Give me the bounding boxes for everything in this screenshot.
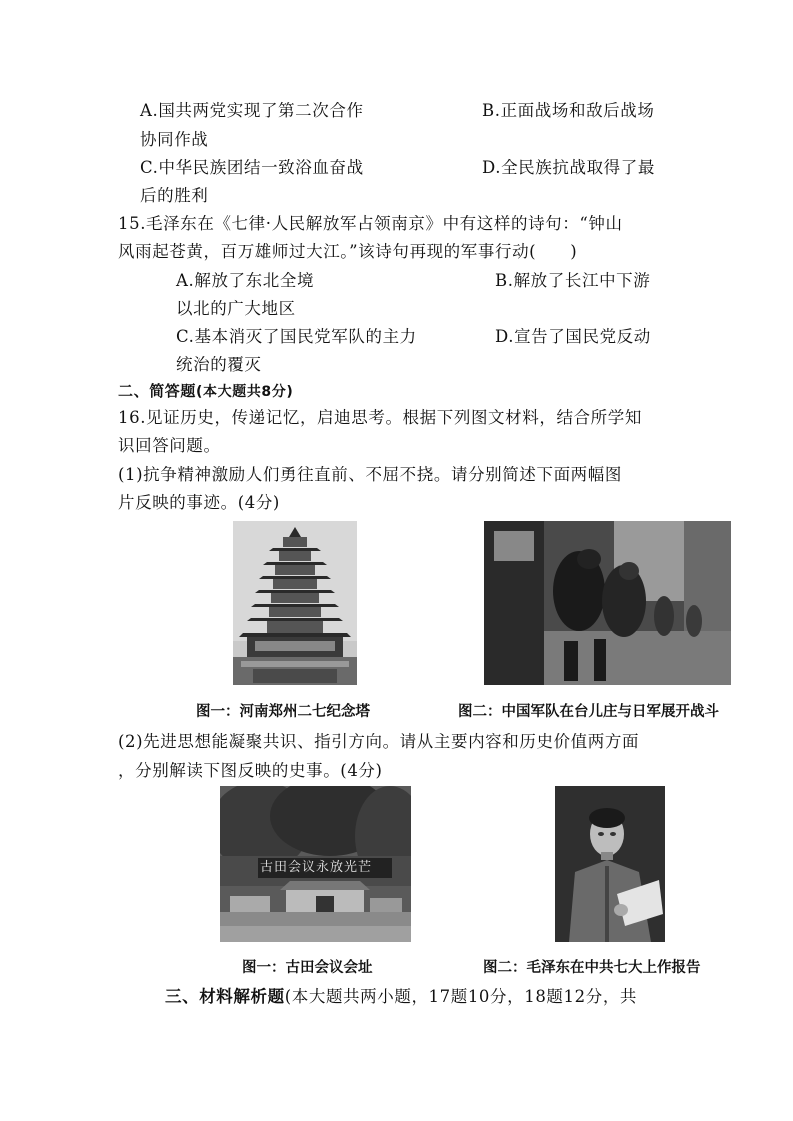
- photo-mao-seventh-congress: [555, 786, 665, 942]
- q15-option-b-continued: 以北的广大地区: [176, 299, 296, 318]
- q15-stem-line1: 15.毛泽东在《七律·人民解放军占领南京》中有这样的诗句：“钟山: [118, 214, 623, 233]
- figure3-caption: 图一：古田会议会址: [242, 960, 373, 976]
- section3-heading: 三、材料解析题(本大题共两小题，17题10分，18题12分，共: [165, 987, 638, 1006]
- q16-part1-line2: 片反映的事迹。(4分): [118, 493, 280, 512]
- q16-stem-line2: 识回答问题。: [118, 436, 221, 455]
- q15-option-d-continued: 统治的覆灭: [176, 355, 262, 374]
- q14-option-b: B.正面战场和敌后战场: [482, 101, 655, 120]
- q16-part1-line1: (1)抗争精神激励人们勇往直前、不屈不挠。请分别简述下面两幅图: [118, 465, 622, 484]
- q14-option-b-continued: 协同作战: [140, 130, 209, 149]
- photo-gutian-meeting-site: [220, 786, 411, 942]
- q16-stem-line1: 16.见证历史，传递记忆，启迪思考。根据下列图文材料，结合所学知: [118, 408, 642, 427]
- photo-erqi-memorial-tower: [233, 521, 357, 685]
- gutian-sign-text: 古田会议永放光芒: [260, 860, 373, 875]
- figure4-caption: 图二：毛泽东在中共七大上作报告: [483, 960, 701, 976]
- q16-part2-line1: (2)先进思想能凝聚共识、指引方向。请从主要内容和历史价值两方面: [118, 732, 640, 751]
- section2-heading: 二、简答题(本大题共8分): [118, 382, 294, 400]
- q14-option-d: D.全民族抗战取得了最: [482, 158, 655, 177]
- q15-option-d: D.宣告了国民党反动: [495, 327, 651, 346]
- q14-option-a: A.国共两党实现了第二次合作: [140, 101, 364, 120]
- figure2-caption: 图二：中国军队在台儿庄与日军展开战斗: [458, 704, 719, 720]
- figure1-caption: 图一：河南郑州二七纪念塔: [196, 704, 370, 720]
- q15-option-b: B.解放了长江中下游: [495, 271, 651, 290]
- q14-option-d-continued: 后的胜利: [140, 186, 209, 205]
- q15-stem-line2: 风雨起苍黄，百万雄师过大江。”该诗句再现的军事行动( ): [118, 242, 578, 261]
- q15-option-c: C.基本消灭了国民党军队的主力: [176, 327, 417, 346]
- q16-part2-line2: ，分别解读下图反映的史事。(4分): [118, 761, 383, 780]
- q14-option-c: C.中华民族团结一致浴血奋战: [140, 158, 364, 177]
- photo-taierzhuang-battle: [484, 521, 731, 685]
- q15-option-a: A.解放了东北全境: [176, 271, 315, 290]
